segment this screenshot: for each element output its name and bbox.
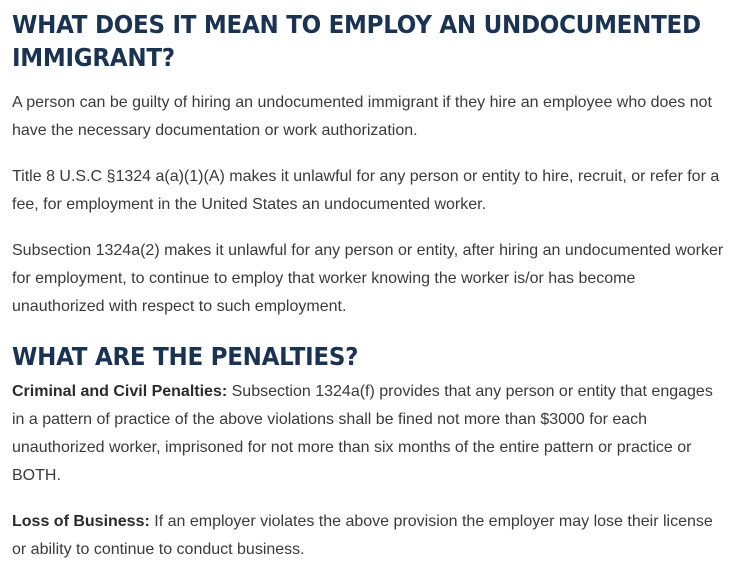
heading-penalties: WHAT ARE THE PENALTIES? (12, 342, 359, 371)
heading-employ-undocumented: WHAT DOES IT MEAN TO EMPLOY AN UNDOCUMENTED IMMIGRANT? (12, 10, 701, 72)
paragraph-criminal-civil-penalties (12, 378, 724, 490)
paragraph-definition: A person can be guilty of hiring an undocumented immigrant if they hire an employee who does not have the necessary documentation or work authorization. (12, 94, 712, 139)
paragraph-subsection-1324a2: Subsection 1324a(2) makes it unlawful for any person or entity, after hiring an undocumented worker for employment, to continue to employ that worker knowing the worker is/or has become unauthorized with respect to such employment. (12, 242, 724, 315)
paragraph-title-8-usc: Title 8 U.S.C §1324 a(a)(1)(A) makes it unlawful for any person or entity to hire, recruit, or refer for a fee, for employment in the United States an undocumented worker. (12, 168, 720, 213)
paragraph-loss-of-business (12, 508, 724, 564)
article-content (12, 8, 724, 564)
label-criminal-civil-penalties: Criminal and Civil Penalties: (12, 383, 228, 400)
label-loss-of-business: Loss of Business: (12, 513, 150, 530)
text-criminal-civil-penalties: Subsection 1324a(f) provides that any person or entity that engages in a pattern of practice of the above violations shall be fined not more than $3000 for each unauthorized worker, imprisoned for not more than six months of the entire pattern or practice or BOTH. (12, 383, 713, 484)
text-loss-of-business: If an employer violates the above provision the employer may lose their license or ability to continue to conduct business. (12, 513, 713, 558)
